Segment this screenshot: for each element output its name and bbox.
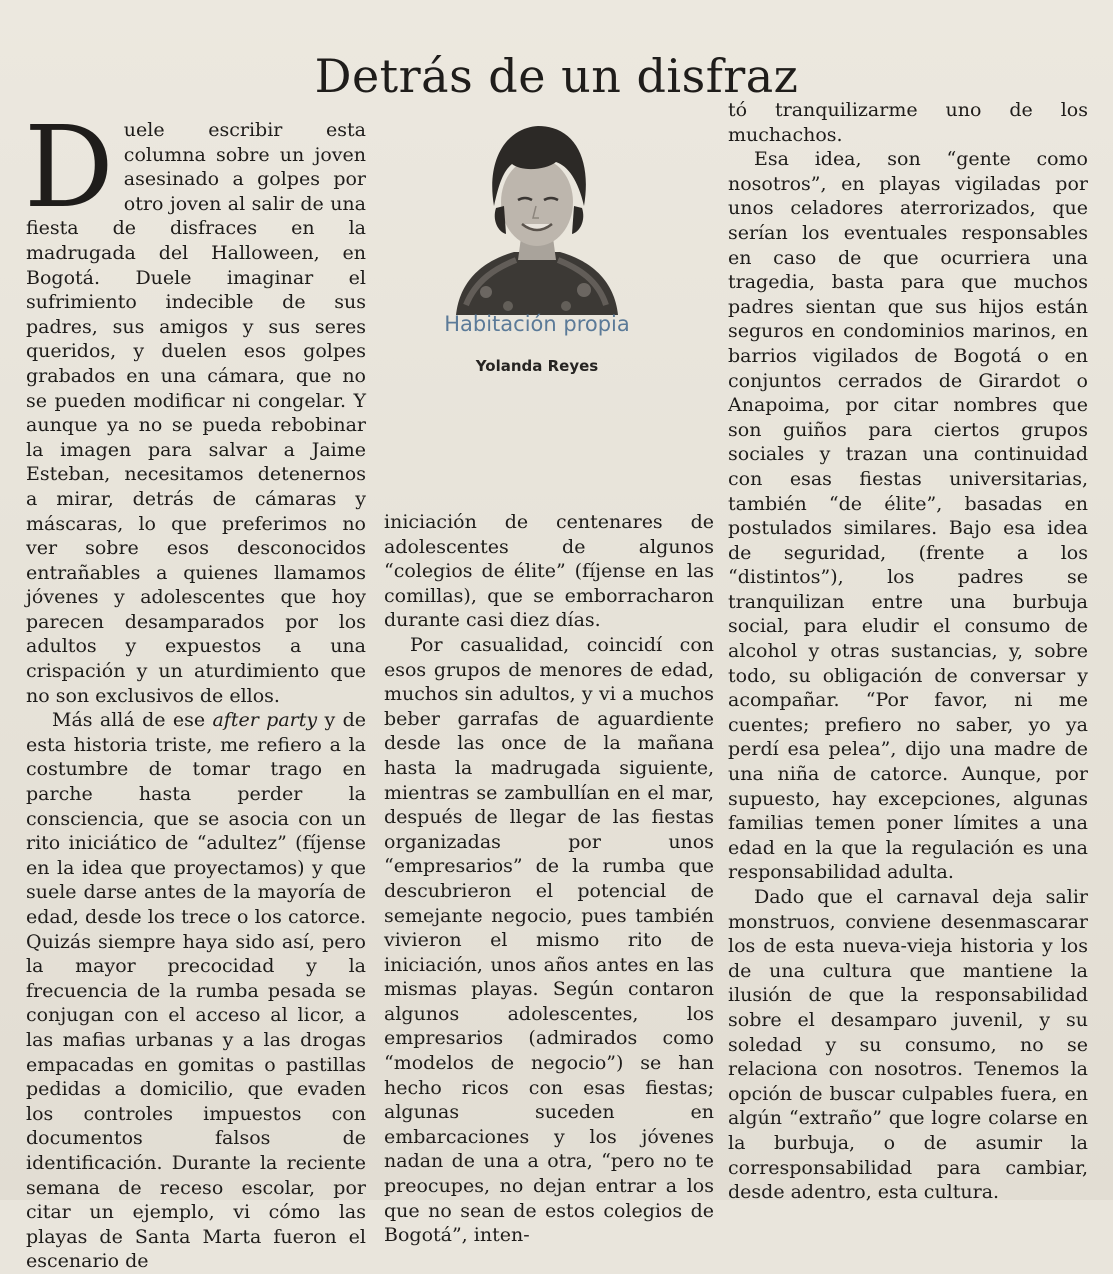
article-column-3 <box>728 98 1088 1205</box>
drop-cap: D <box>24 103 114 233</box>
paragraph-2-rest: y de esta historia triste, me refiero a la costumbre de tomar trago en parche hasta perder la consciencia, que se asocia con un rito iniciático de “adultez” (fíjense en la idea que proyectamos) y que suele darse antes de la mayoría de edad, desde los trece o los catorce. Quizás siempre haya sido así, pero la mayor precocidad y la frecuencia de la rumba pesada se conjugan con el acceso al licor, a las mafias urbanas y a las drogas empacadas en gomitas o pastillas pedidas a domicilio, que evaden los controles impuestos con documentos falsos de identificación. Durante la reciente semana de receso escolar, por citar un ejemplo, vi cómo las playas de Santa Marta fueron el escenario de <box>26 709 366 1273</box>
author-byline: Yolanda Reyes <box>475 357 599 375</box>
paragraph-6: Esa idea, son “gente como nosotros”, en playas vigiladas por unos celadores aterrorizados, que serían los eventuales responsables en caso de que ocurriera una tragedia, basta para que muchos padres sientan que sus hijos están seguros en condominios marinos, en barrios vigilados de Bogotá o en conjuntos cerrados de Girardot o Anapoima, por citar nombres que son guiños para ciertos grupos sociales y trazan una continuidad con esas fiestas universitarias, también “de élite”, basadas en postulados similares. Bajo esa idea de seguridad, (frente a los “distintos”), los padres se tranquilizan entre una burbuja social, para eludir el consumo de alcohol y otras sustancias, y, sobre todo, su obligación de conversar y acompañar. “Por favor, ni me cuentes; prefiero no saber, yo ya perdí esa pelea”, dijo una madre de una niña de catorce. Aunque, por supuesto, hay excepciones, algunas familias temen poner límites a una edad en la que la regulación es una responsabilidad adulta. <box>728 148 1088 884</box>
author-portrait-image <box>456 110 618 315</box>
paragraph-5: tó tranquilizarme uno de los muchachos. <box>728 99 1088 146</box>
author-photo <box>456 110 618 315</box>
section-name: Habitación propia <box>444 312 630 336</box>
paragraph-1-text: uele escribir esta columna sobre un joven asesinado a golpes por otro joven al salir de una fiesta de disfraces en la madrugada del Halloween, en Bogotá. Duele imaginar el sufrimiento indecible de sus padres, sus amigos y sus seres queridos, y duelen esos golpes grabados en una cámara, que no se pueden modificar ni congelar. Y aunque ya no se pueda rebobinar la imagen para salvar a Jaime Esteban, necesitamos detenernos a mirar, detrás de cámaras y máscaras, lo que preferimos no ver sobre esos desconocidos entrañables a quienes llamamos jóvenes y adolescentes que hoy parecen desamparados por los adultos y expuestos a una crispación y un aturdimiento que no son exclusivos de ellos. <box>26 119 366 707</box>
paragraph-7: Dado que el carnaval deja salir monstruos, conviene desenmascarar los de esta nueva-vieja historia y los de una cultura que mantiene la ilusión de que la responsabilidad sobre el desamparo juvenil, y su soledad y su consumo, no se relaciona con nosotros. Tenemos la opción de buscar culpables fuera, en algún “extraño” que logre colarse en la burbuja, o de asumir la corresponsabilidad para cambiar, desde adentro, esta cultura. <box>728 886 1088 1204</box>
paragraph-2-start: Más allá de ese <box>52 709 213 732</box>
article-title: Detrás de un disfraz <box>314 48 799 103</box>
italic-phrase: after party <box>212 709 318 732</box>
paragraph-1 <box>24 103 366 708</box>
article-column-1 <box>24 103 366 1274</box>
paragraph-4: Por casualidad, coincidí con esos grupos de menores de edad, muchos sin adultos, y vi a muchos beber garrafas de aguardiente desde las once de la mañana hasta la madrugada siguiente, mientras se zambullían en el mar, después de llegar de las fiestas organizadas por unos “empresarios” de la rumba que descubrieron el potencial de semejante negocio, pues también vivieron el mismo rito de iniciación, unos años antes en las mismas playas. Según contaron algunos adolescentes, los empresarios (admirados como “modelos de negocio”) se han hecho ricos con esas fiestas; algunas suceden en embarcaciones y los jóvenes nadan de una a otra, “pero no te preocupes, no dejan entrar a los que no sean de estos colegios de Bogotá”, inten- <box>384 633 714 1247</box>
article-column-2 <box>384 510 714 1248</box>
paragraph-3: iniciación de centenares de adolescentes de algunos “colegios de élite” (fíjense en las comillas), que se emborracharon durante casi diez días. <box>384 511 714 632</box>
paragraph-2 <box>26 708 366 1274</box>
